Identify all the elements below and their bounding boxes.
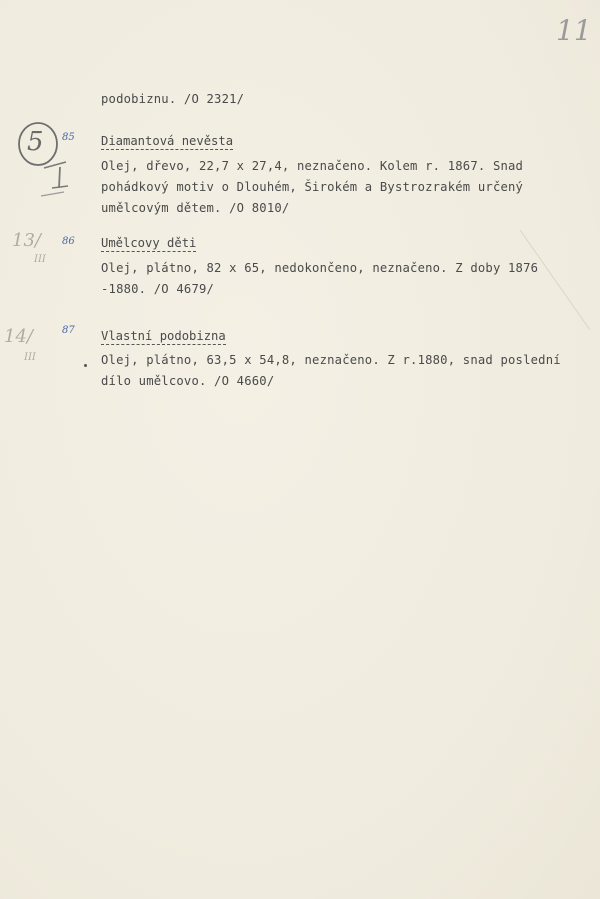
entry-3-ink-number: 87 (62, 325, 75, 336)
entry-2-line-2: -1880. /O 4679/ (101, 282, 215, 296)
entry-2-ink-number: 86 (62, 236, 75, 247)
page-number: 11 (556, 14, 592, 47)
entry-1-ink-number: 85 (62, 132, 75, 143)
entry-2-line-1: Olej, plátno, 82 x 65, nedokončeno, neznačeno. Z doby 1876 (101, 261, 539, 275)
entry-2-side-sub: III (34, 254, 46, 265)
entry-1-title: Diamantová nevěsta (101, 134, 234, 148)
entry-1-side-mark: 5 (27, 127, 44, 157)
entry-3-line-1: Olej, plátno, 63,5 x 54,8, neznačeno. Z r.1880, snad poslední (101, 353, 561, 367)
entry-1-line-3: umělcovým dětem. /O 8010/ (101, 201, 290, 215)
entry-3-title: Vlastní podobizna (101, 329, 226, 343)
entry-1-line-1: Olej, dřevo, 22,7 x 27,4, neznačeno. Kolem r. 1867. Snad (101, 159, 524, 173)
entry-1-line-2: pohádkový motiv o Dlouhém, Širokém a Bystrozrakém určený (101, 180, 524, 194)
entry-2-side-mark: 13/ (12, 230, 41, 251)
continuation-line: podobiznu. /O 2321/ (101, 92, 245, 106)
entry-3-line-2: dílo umělcovo. /O 4660/ (101, 374, 275, 388)
entry-3-side-mark: 14/ (4, 326, 33, 347)
entry-2-title: Umělcovy děti (101, 236, 197, 250)
entry-3-side-sub: III (24, 352, 36, 363)
